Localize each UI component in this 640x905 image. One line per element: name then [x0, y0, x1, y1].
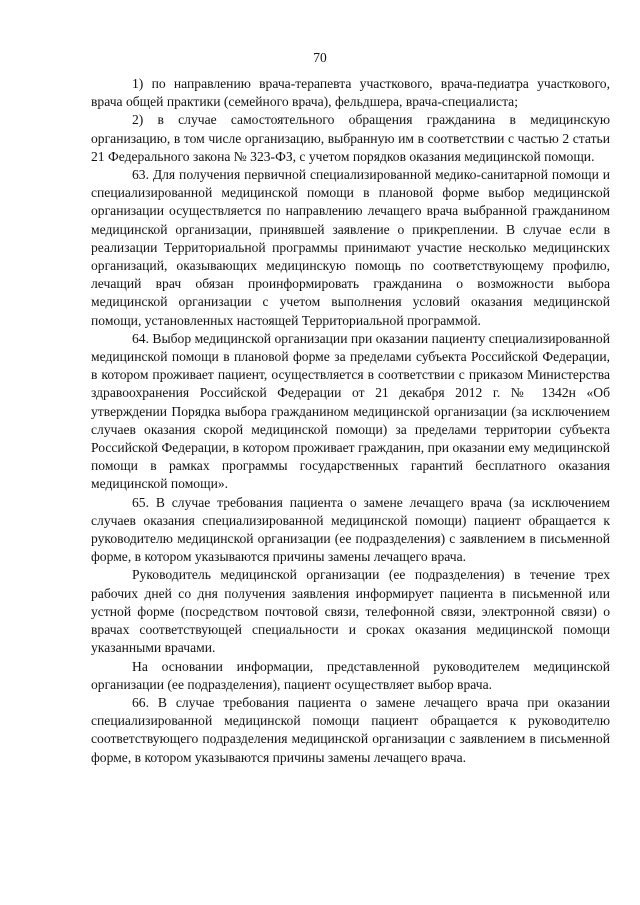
- paragraph-item-1: 1) по направлению врача-терапевта участкового, врача-педиатра участкового, врача общей практики (семейного врача), фельдшера, врача-специалиста;: [91, 76, 610, 110]
- paragraph-66: 66. В случае требования пациента о замене лечащего врача при оказании специализированной медицинской помощи пациент обращается к руководителю соответствующего подразделения медицинской организации с заявлением в письменной форме, в котором указываются причины замены лечащего врача.: [91, 694, 610, 765]
- paragraph-65: 65. В случае требования пациента о замене лечащего врача (за исключением случаев оказания специализированной медицинской помощи) пациент обращается к руководителю медицинской организации (ее подразделения) с заявлением в письменной форме, в котором указываются причины замены лечащего врача.: [91, 494, 610, 565]
- paragraph-64: 64. Выбор медицинской организации при оказании пациенту специализированной медицинской помощи в плановой форме за пределами субъекта Российской Федерации, в котором проживает пациент, осуществляется в соответствии с приказом Министерства здравоохранения Российской Федерации от 21 декабря 2012 г. № 1342н «Об утверждении Порядка выбора гражданином медицинской организации (за исключением случаев оказания скорой медицинской помощи) за пределами территории субъекта Российской Федерации, в котором проживает гражданин, при оказании ему медицинской помощи в рамках программы государственных гарантий бесплатного оказания медицинской помощи».: [91, 330, 610, 492]
- document-body: [91, 75, 610, 767]
- page-number: 70: [313, 50, 327, 65]
- paragraph-63: 63. Для получения первичной специализированной медико-санитарной помощи и специализированной медицинской помощи в плановой форме выбор медицинской организации осуществляется по направлению лечащего врача выбранной гражданином медицинской организации, принявшей заявление о прикреплении. В случае если в реализации Территориальной программы принимают участие несколько медицинских организаций, оказывающих медицинскую помощь по соответствующему профилю, лечащий врач обязан проинформировать гражданина о возможности выбора медицинской организации с учетом выполнения условий оказания медицинской помощи, установленных настоящей Территориальной программой.: [91, 167, 610, 328]
- paragraph-65-choice: На основании информации, представленной руководителем медицинской организации (ее подразделения), пациент осуществляет выбор врача.: [91, 658, 610, 692]
- paragraph-65-notification: Руководитель медицинской организации (ее подразделения) в течение трех рабочих дней со дня получения заявления информирует пациента в письменной или устной форме (посредством почтовой связи, телефонной связи, электронной связи) о врачах соответствующей специальности и сроках оказания медицинской помощи указанными врачами.: [91, 567, 610, 656]
- paragraph-item-2: 2) в случае самостоятельного обращения гражданина в медицинскую организацию, в том числе организацию, выбранную им в соответствии с частью 2 статьи 21 Федерального закона № 323-ФЗ, с учетом порядков оказания медицинской помощи.: [91, 112, 610, 164]
